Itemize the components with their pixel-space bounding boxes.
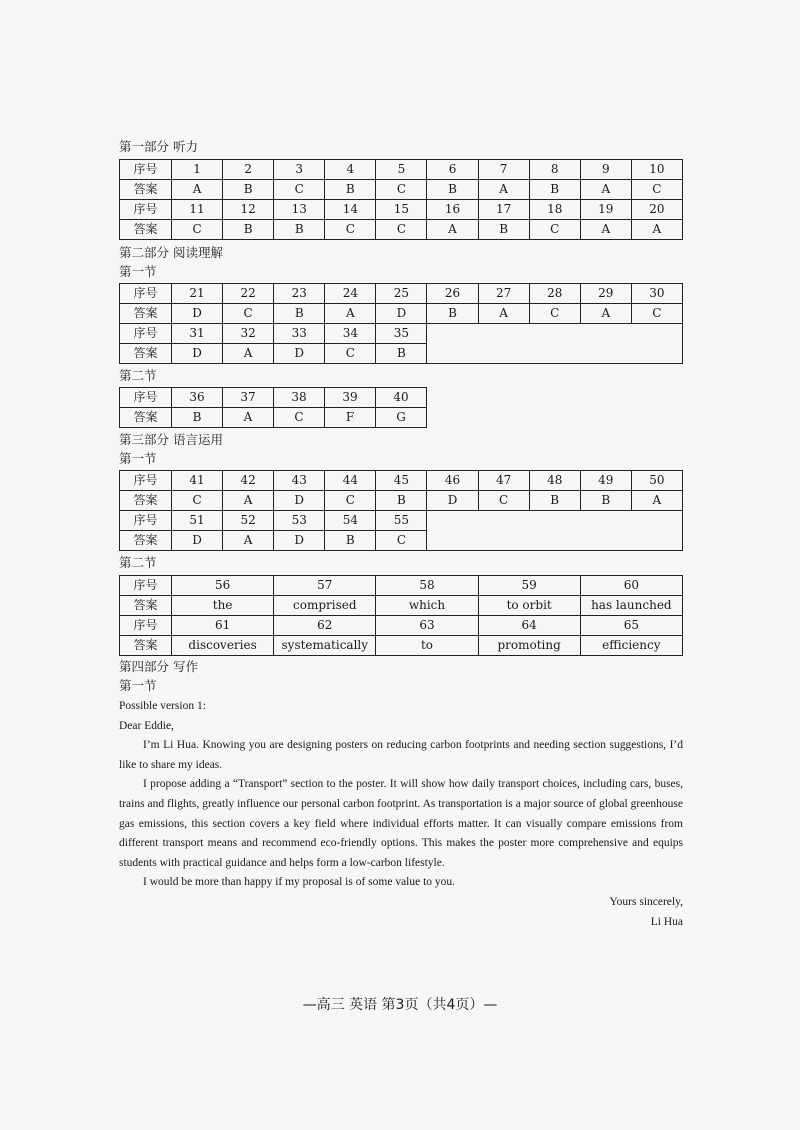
table-row xyxy=(120,596,683,616)
page-footer: —高三 英语 第3页（共4页）— xyxy=(302,997,498,1013)
letter-closing: Yours sincerely, xyxy=(609,895,683,908)
table-cell: 30 xyxy=(631,284,682,304)
table-cell: 35 xyxy=(376,324,427,344)
row-header: 序号 xyxy=(120,616,172,636)
table-cell: 44 xyxy=(325,471,376,491)
table-cell: D xyxy=(172,304,223,324)
table-cell: C xyxy=(325,220,376,240)
table-cell: D xyxy=(274,531,325,551)
table-row xyxy=(120,636,683,656)
table-cell: discoveries xyxy=(172,636,274,656)
table-cell: 33 xyxy=(274,324,325,344)
table-cell: C xyxy=(274,180,325,200)
row-header: 序号 xyxy=(120,160,172,180)
table-cell: A xyxy=(631,220,682,240)
table-cell: G xyxy=(376,408,427,428)
table-cell: 12 xyxy=(223,200,274,220)
table-cell: B xyxy=(325,180,376,200)
table-cell: 18 xyxy=(529,200,580,220)
part1-answer-table xyxy=(119,159,683,240)
table-cell: 20 xyxy=(631,200,682,220)
table-cell: C xyxy=(529,304,580,324)
table-cell: 58 xyxy=(376,576,478,596)
table-cell: 45 xyxy=(376,471,427,491)
table-cell: 52 xyxy=(223,511,274,531)
table-cell: C xyxy=(529,220,580,240)
part3-section1-title: 第一节 xyxy=(119,451,157,466)
table-row xyxy=(120,471,683,491)
table-cell: C xyxy=(631,304,682,324)
table-cell: A xyxy=(580,304,631,324)
table-cell: 37 xyxy=(223,388,274,408)
table-cell: systematically xyxy=(274,636,376,656)
table-cell: 21 xyxy=(172,284,223,304)
table-cell: B xyxy=(274,304,325,324)
table-cell: B xyxy=(223,180,274,200)
table-cell: B xyxy=(325,531,376,551)
table-cell: 36 xyxy=(172,388,223,408)
table-cell: F xyxy=(325,408,376,428)
table-cell: 53 xyxy=(274,511,325,531)
table-cell: B xyxy=(427,180,478,200)
table-cell: 7 xyxy=(478,160,529,180)
row-header: 序号 xyxy=(120,471,172,491)
table-cell: A xyxy=(580,180,631,200)
table-row xyxy=(120,388,427,408)
empty-cell xyxy=(427,324,682,364)
row-header: 答案 xyxy=(120,180,172,200)
table-cell: C xyxy=(325,491,376,511)
part4-section1-title: 第一节 xyxy=(119,678,157,693)
part2-section1-answer-table xyxy=(119,283,683,364)
table-cell: 48 xyxy=(529,471,580,491)
table-cell: 56 xyxy=(172,576,274,596)
table-cell: B xyxy=(376,344,427,364)
row-header: 序号 xyxy=(120,576,172,596)
table-cell: 5 xyxy=(376,160,427,180)
part3-section2-answer-table xyxy=(119,575,683,656)
table-cell: 31 xyxy=(172,324,223,344)
table-cell: C xyxy=(376,220,427,240)
table-row xyxy=(120,284,683,304)
part3-section2-title: 第二节 xyxy=(119,555,157,570)
table-row xyxy=(120,220,683,240)
table-cell: 32 xyxy=(223,324,274,344)
table-cell: C xyxy=(376,180,427,200)
row-header: 序号 xyxy=(120,511,172,531)
table-cell: D xyxy=(376,304,427,324)
letter-paragraph-2: I propose adding a “Transport” section to the poster. It will show how daily transport choices, including cars, buses, trains and flights, greatly influence our personal carbon footprint. As transportation is a major source of global greenhouse gas emissions, this section covers a key field where individual efforts matter. It can visually compare emissions from different transport means and recommend eco-friendly options. This makes the poster more comprehensive and equips students with practical guidance and helps form a low-carbon lifestyle. xyxy=(119,778,683,869)
table-cell: 14 xyxy=(325,200,376,220)
table-cell: 34 xyxy=(325,324,376,344)
table-cell: 51 xyxy=(172,511,223,531)
table-cell: 8 xyxy=(529,160,580,180)
row-header: 答案 xyxy=(120,531,172,551)
table-cell: A xyxy=(325,304,376,324)
table-cell: 61 xyxy=(172,616,274,636)
table-row xyxy=(120,511,683,531)
table-cell: 17 xyxy=(478,200,529,220)
table-cell: 49 xyxy=(580,471,631,491)
table-cell: promoting xyxy=(478,636,580,656)
table-cell: 22 xyxy=(223,284,274,304)
row-header: 答案 xyxy=(120,408,172,428)
part2-section1-title: 第一节 xyxy=(119,264,157,279)
table-cell: A xyxy=(580,220,631,240)
table-cell: C xyxy=(223,304,274,324)
table-cell: 42 xyxy=(223,471,274,491)
part2-section2-answer-table xyxy=(119,387,427,428)
letter-paragraph-1: I’m Li Hua. Knowing you are designing posters on reducing carbon footprints and needing section suggestions, I’d like to share my ideas. xyxy=(119,739,683,771)
part2-section2-title: 第二节 xyxy=(119,368,157,383)
part3-title: 第三部分 语言运用 xyxy=(119,432,223,447)
table-row xyxy=(120,200,683,220)
table-cell: C xyxy=(325,344,376,364)
table-cell: 4 xyxy=(325,160,376,180)
table-cell: 62 xyxy=(274,616,376,636)
table-cell: B xyxy=(529,180,580,200)
letter-paragraph-3: I would be more than happy if my proposal is of some value to you. xyxy=(143,876,456,889)
table-cell: A xyxy=(223,531,274,551)
table-row xyxy=(120,324,683,344)
table-cell: B xyxy=(478,220,529,240)
row-header: 答案 xyxy=(120,220,172,240)
row-header: 答案 xyxy=(120,596,172,616)
part2-title: 第二部分 阅读理解 xyxy=(119,245,223,260)
table-cell: C xyxy=(172,491,223,511)
table-cell: which xyxy=(376,596,478,616)
table-cell: C xyxy=(631,180,682,200)
table-cell: 24 xyxy=(325,284,376,304)
table-cell: 63 xyxy=(376,616,478,636)
table-cell: A xyxy=(427,220,478,240)
table-cell: B xyxy=(529,491,580,511)
table-cell: 26 xyxy=(427,284,478,304)
table-cell: 39 xyxy=(325,388,376,408)
table-cell: C xyxy=(478,491,529,511)
table-cell: 15 xyxy=(376,200,427,220)
table-cell: 57 xyxy=(274,576,376,596)
table-cell: 59 xyxy=(478,576,580,596)
table-cell: B xyxy=(223,220,274,240)
table-cell: 50 xyxy=(631,471,682,491)
table-cell: 13 xyxy=(274,200,325,220)
table-cell: A xyxy=(223,408,274,428)
row-header: 序号 xyxy=(120,200,172,220)
table-cell: has launched xyxy=(580,596,682,616)
table-cell: 23 xyxy=(274,284,325,304)
table-cell: 27 xyxy=(478,284,529,304)
part3-section1-answer-table xyxy=(119,470,683,551)
table-cell: A xyxy=(223,344,274,364)
row-header: 答案 xyxy=(120,636,172,656)
table-cell: 10 xyxy=(631,160,682,180)
table-row xyxy=(120,491,683,511)
table-cell: D xyxy=(274,344,325,364)
table-cell: 9 xyxy=(580,160,631,180)
letter-signature: Li Hua xyxy=(650,915,683,928)
table-row xyxy=(120,304,683,324)
table-cell: C xyxy=(376,531,427,551)
version-label: Possible version 1: xyxy=(119,700,206,712)
letter-greeting: Dear Eddie, xyxy=(119,719,174,732)
table-cell: 28 xyxy=(529,284,580,304)
table-cell: 3 xyxy=(274,160,325,180)
table-cell: A xyxy=(172,180,223,200)
table-cell: C xyxy=(172,220,223,240)
table-row xyxy=(120,160,683,180)
table-cell: 41 xyxy=(172,471,223,491)
table-cell: 55 xyxy=(376,511,427,531)
row-header: 序号 xyxy=(120,284,172,304)
table-cell: D xyxy=(274,491,325,511)
table-cell: 65 xyxy=(580,616,682,636)
table-cell: A xyxy=(631,491,682,511)
model-essay xyxy=(119,697,683,932)
table-cell: 64 xyxy=(478,616,580,636)
table-cell: 29 xyxy=(580,284,631,304)
table-cell: A xyxy=(478,304,529,324)
table-cell: 46 xyxy=(427,471,478,491)
table-cell: A xyxy=(223,491,274,511)
table-cell: 38 xyxy=(274,388,325,408)
table-cell: 1 xyxy=(172,160,223,180)
row-header: 答案 xyxy=(120,491,172,511)
table-cell: 11 xyxy=(172,200,223,220)
table-cell: 43 xyxy=(274,471,325,491)
row-header: 答案 xyxy=(120,304,172,324)
table-cell: 54 xyxy=(325,511,376,531)
table-row xyxy=(120,576,683,596)
table-cell: 19 xyxy=(580,200,631,220)
table-cell: efficiency xyxy=(580,636,682,656)
table-cell: B xyxy=(427,304,478,324)
table-cell: to orbit xyxy=(478,596,580,616)
table-cell: B xyxy=(274,220,325,240)
table-cell: comprised xyxy=(274,596,376,616)
table-cell: D xyxy=(427,491,478,511)
table-row xyxy=(120,616,683,636)
table-cell: 40 xyxy=(376,388,427,408)
part1-title: 第一部分 听力 xyxy=(119,139,198,154)
table-cell: A xyxy=(478,180,529,200)
table-cell: 2 xyxy=(223,160,274,180)
table-cell: 6 xyxy=(427,160,478,180)
row-header: 答案 xyxy=(120,344,172,364)
table-row xyxy=(120,408,427,428)
table-cell: the xyxy=(172,596,274,616)
table-cell: 47 xyxy=(478,471,529,491)
row-header: 序号 xyxy=(120,324,172,344)
table-cell: to xyxy=(376,636,478,656)
table-cell: D xyxy=(172,344,223,364)
part4-title: 第四部分 写作 xyxy=(119,659,198,674)
table-cell: 60 xyxy=(580,576,682,596)
table-cell: B xyxy=(172,408,223,428)
table-cell: B xyxy=(580,491,631,511)
table-cell: 25 xyxy=(376,284,427,304)
table-cell: 16 xyxy=(427,200,478,220)
table-row xyxy=(120,180,683,200)
table-cell: B xyxy=(376,491,427,511)
table-cell: D xyxy=(172,531,223,551)
table-cell: C xyxy=(274,408,325,428)
row-header: 序号 xyxy=(120,388,172,408)
empty-cell xyxy=(427,511,682,551)
